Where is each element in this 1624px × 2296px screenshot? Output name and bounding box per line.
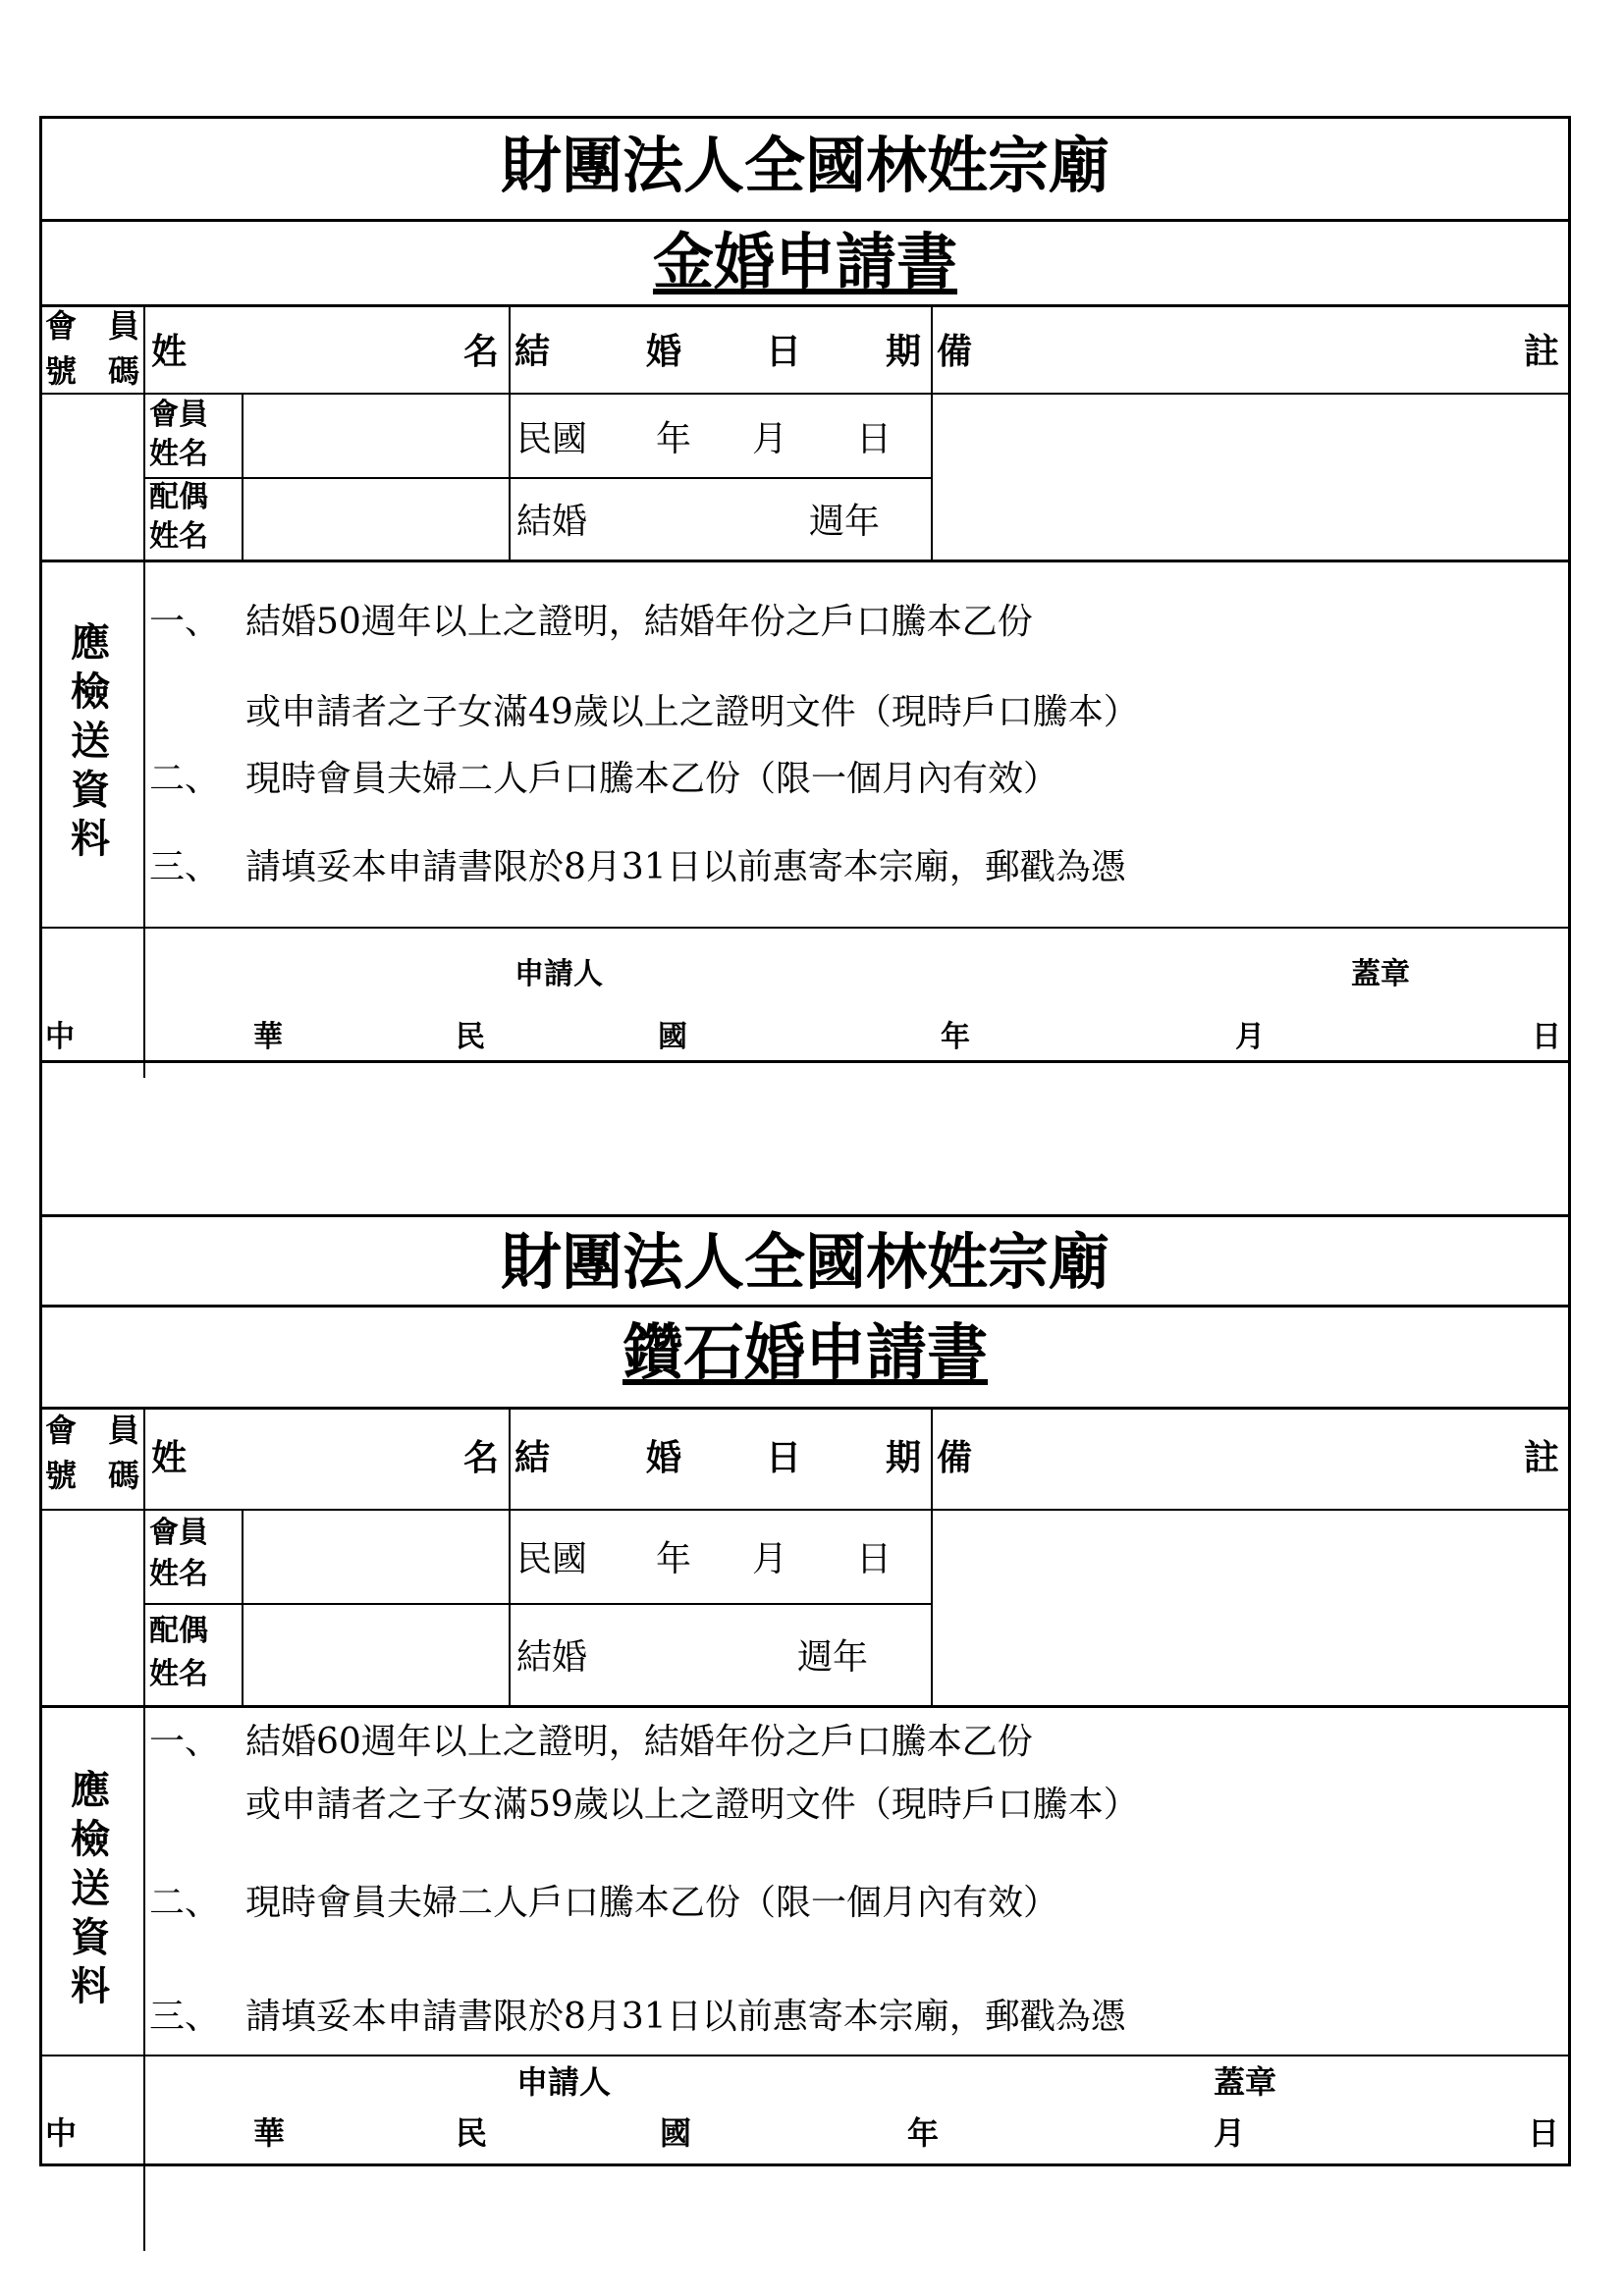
member-name-label: 姓名 [149, 1557, 208, 1591]
docs-label-char: 送 [71, 718, 110, 764]
seal-label: 蓋章 [1214, 2063, 1277, 2101]
item-number: 三、 [149, 847, 221, 887]
divider [143, 1603, 931, 1605]
date-field-label: 日 [856, 419, 893, 459]
docs-label-char: 應 [71, 619, 110, 666]
date-field-label: 月 [752, 1539, 788, 1579]
applicant-label: 申請人 [516, 2063, 612, 2101]
docs-label-char: 資 [71, 1914, 110, 1960]
date-footer-char: 華 [253, 1020, 283, 1054]
item-text: 結婚60週年以上之證明，結婚年份之戶口騰本乙份 [245, 1722, 1033, 1762]
anniversary-label: 週年 [797, 1637, 869, 1678]
date-header: 結 [514, 331, 551, 372]
item-text: 或申請者之子女滿59歲以上之證明文件（現時戶口騰本） [245, 1785, 1139, 1825]
docs-label-char: 資 [71, 767, 110, 813]
name-header: 名 [463, 1437, 500, 1478]
form2 [39, 1214, 1571, 2166]
applicant-label: 申請人 [514, 957, 603, 991]
date-footer-char: 國 [658, 1020, 687, 1054]
date-footer-char: 年 [907, 2114, 940, 2152]
item-text: 現時會員夫婦二人戶口騰本乙份（限一個月內有效） [245, 1883, 1059, 1923]
divider [931, 1407, 933, 1705]
date-footer-char: 月 [1214, 2114, 1246, 2152]
date-footer-char: 日 [1532, 1020, 1561, 1054]
date-header: 期 [886, 1437, 922, 1478]
org-title: 財團法人全國林姓宗廟 [500, 130, 1110, 201]
item-text: 請填妥本申請書限於8月31日以前惠寄本宗廟，郵戳為憑 [245, 847, 1126, 887]
date-field-label: 年 [656, 1539, 692, 1579]
form-title: 金婚申請書 [652, 226, 957, 297]
divider [39, 927, 1571, 929]
date-field-label: 日 [856, 1539, 893, 1579]
remark-header: 註 [1524, 1437, 1560, 1478]
divider [39, 1509, 1571, 1511]
date-footer-char: 年 [941, 1020, 970, 1054]
date-footer-char: 中 [45, 2114, 78, 2152]
date-header: 婚 [646, 1437, 682, 1478]
date-footer-char: 民 [456, 2114, 488, 2152]
docs-label-char: 檢 [71, 668, 110, 715]
item-text: 結婚50週年以上之證明，結婚年份之戶口騰本乙份 [245, 602, 1033, 642]
divider [242, 393, 244, 560]
remark-header: 備 [937, 1437, 973, 1478]
divider [242, 1509, 244, 1705]
date-field-label: 民國 [516, 419, 588, 459]
divider [39, 1407, 1571, 1410]
date-footer-char: 中 [45, 1020, 75, 1054]
docs-label [61, 618, 120, 864]
member-name-label: 會員 [149, 398, 208, 432]
divider [39, 560, 1571, 562]
spacer-box [39, 1060, 1571, 1217]
date-header: 日 [766, 331, 802, 372]
divider [39, 304, 1571, 307]
spouse-name-label: 配偶 [149, 1614, 208, 1648]
divider [39, 393, 1571, 395]
seal-label: 蓋章 [1351, 957, 1410, 991]
remark-header: 註 [1524, 331, 1560, 372]
date-header: 日 [766, 1437, 802, 1478]
item-number: 一、 [149, 1722, 221, 1762]
name-header: 姓 [151, 331, 188, 372]
form-title: 鑽石婚申請書 [622, 1316, 988, 1388]
spouse-name-label: 姓名 [149, 519, 208, 554]
divider [39, 2055, 1571, 2056]
spouse-name-label: 姓名 [149, 1657, 208, 1691]
divider [143, 304, 145, 1078]
name-header: 姓 [151, 1437, 188, 1478]
divider [39, 219, 1571, 222]
form1 [39, 116, 1571, 1063]
date-footer-char: 華 [253, 2114, 286, 2152]
date-header: 結 [514, 1437, 551, 1478]
date-footer-char: 月 [1235, 1020, 1265, 1054]
item-number: 一、 [149, 602, 221, 642]
divider [143, 1407, 145, 2251]
item-text: 請填妥本申請書限於8月31日以前惠寄本宗廟，郵戳為憑 [245, 1997, 1126, 2037]
member-no-label: 號 碼 [45, 1457, 140, 1494]
anniversary-label: 週年 [809, 502, 881, 542]
item-number: 二、 [149, 1883, 221, 1923]
item-number: 二、 [149, 759, 221, 799]
org-title: 財團法人全國林姓宗廟 [500, 1226, 1110, 1298]
divider [509, 1407, 511, 1705]
date-header: 婚 [646, 331, 682, 372]
docs-label-char: 送 [71, 1865, 110, 1911]
item-text: 或申請者之子女滿49歲以上之證明文件（現時戶口騰本） [245, 692, 1139, 732]
date-footer-char: 國 [660, 2114, 692, 2152]
member-no-label: 會 員 [45, 307, 140, 345]
name-header: 名 [463, 331, 500, 372]
docs-label-char: 料 [71, 816, 110, 862]
divider [509, 304, 511, 560]
member-no-label: 會 員 [45, 1412, 140, 1449]
date-footer-char: 民 [456, 1020, 485, 1054]
spouse-name-label: 配偶 [149, 480, 208, 514]
date-footer-char: 日 [1528, 2114, 1560, 2152]
divider [143, 477, 931, 479]
divider [931, 304, 933, 560]
item-text: 現時會員夫婦二人戶口騰本乙份（限一個月內有效） [245, 759, 1059, 799]
date-field-label: 民國 [516, 1539, 588, 1579]
date-field-label: 年 [656, 419, 692, 459]
member-no-label: 號 碼 [45, 352, 140, 390]
docs-label-char: 料 [71, 1963, 110, 2009]
date-header: 期 [886, 331, 922, 372]
member-name-label: 姓名 [149, 437, 208, 471]
anniversary-label: 結婚 [516, 1637, 588, 1678]
remark-header: 備 [937, 331, 973, 372]
divider [39, 1705, 1571, 1708]
anniversary-label: 結婚 [516, 502, 588, 542]
docs-label-char: 應 [71, 1767, 110, 1813]
member-name-label: 會員 [149, 1516, 208, 1550]
divider [39, 1305, 1571, 1308]
docs-label-char: 檢 [71, 1816, 110, 1862]
date-field-label: 月 [752, 419, 788, 459]
docs-label [61, 1766, 120, 2011]
item-number: 三、 [149, 1997, 221, 2037]
